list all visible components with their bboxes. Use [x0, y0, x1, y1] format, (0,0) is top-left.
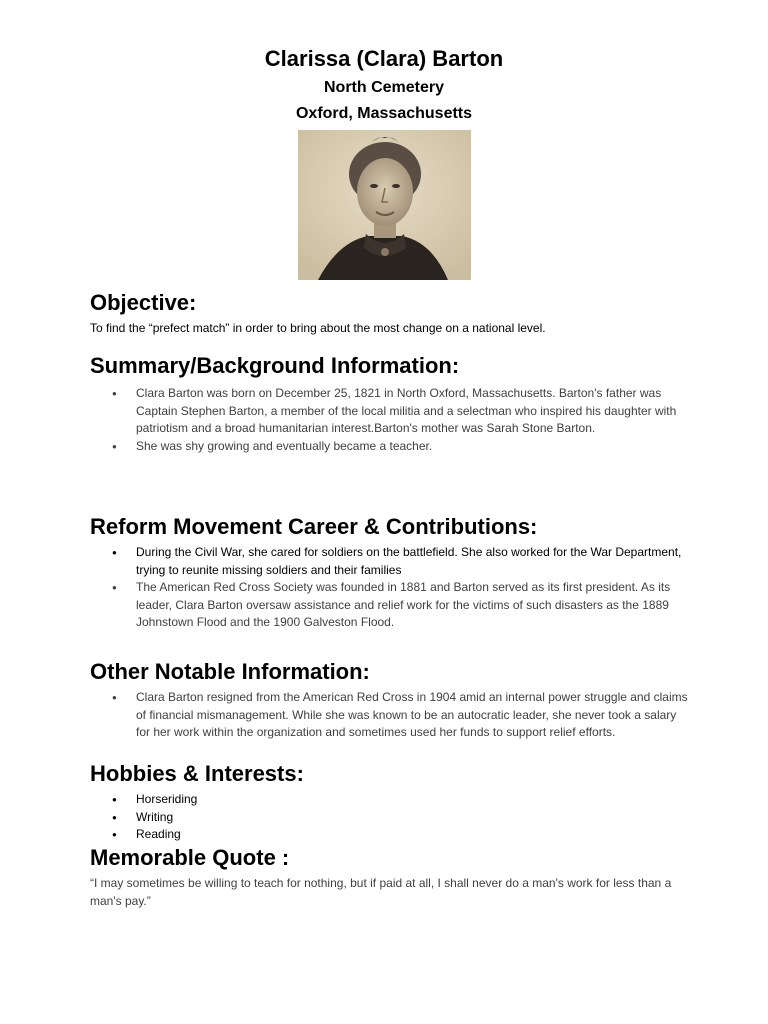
list-item: ● Writing	[90, 809, 690, 827]
hobbies-heading: Hobbies & Interests:	[90, 761, 304, 786]
list-item: ● During the Civil War, she cared for soldiers on the battlefield. She also worked for the War Department, trying to reunite missing soldiers and their families	[90, 544, 690, 579]
other-heading: Other Notable Information:	[90, 659, 370, 684]
other-list	[90, 689, 690, 742]
list-item: ● Clara Barton resigned from the American Red Cross in 1904 amid an internal power struggle and claims of financial mismanagement. While she was known to be an autocratic leader, she never took a salary for her work within the organization and sometimes used her funds to support relief efforts.	[90, 689, 690, 742]
objective-heading: Objective:	[90, 290, 197, 315]
quote-heading: Memorable Quote :	[90, 845, 290, 870]
cemetery-place: Oxford, Massachusetts	[295, 105, 473, 122]
portrait-photo	[298, 130, 471, 280]
summary-heading: Summary/Background Information:	[90, 353, 460, 378]
cemetery-name: North Cemetery	[323, 79, 445, 96]
list-item: ● Horseriding	[90, 791, 690, 809]
hobbies-list	[90, 791, 690, 844]
summary-list	[90, 385, 690, 455]
quote-text: “I may sometimes be willing to teach for nothing, but if paid at all, I shall never do a man's work for less than a man's pay.”	[90, 876, 672, 908]
list-item: ● Reading	[90, 826, 690, 844]
list-item: ● Clara Barton was born on December 25, 1821 in North Oxford, Massachusetts. Barton's father was Captain Stephen Barton, a member of the local militia and a selectman who inspired his daughter with patriotism and a broad humanitarian interest.Barton's mother was Sarah Stone Barton.	[90, 385, 690, 438]
reform-list	[90, 544, 690, 632]
list-item: ● She was shy growing and eventually became a teacher.	[90, 438, 690, 456]
list-item: ● The American Red Cross Society was founded in 1881 and Barton served as its first president. As its leader, Clara Barton oversaw assistance and relief work for the victims of such disasters as the 1889 Johnstown Flood and the 1900 Galveston Flood.	[90, 579, 690, 632]
page-title: Clarissa (Clara) Barton	[264, 46, 504, 71]
reform-heading: Reform Movement Career & Contributions:	[90, 514, 538, 539]
objective-text: To find the “prefect match” in order to bring about the most change on a national level.	[90, 321, 546, 335]
